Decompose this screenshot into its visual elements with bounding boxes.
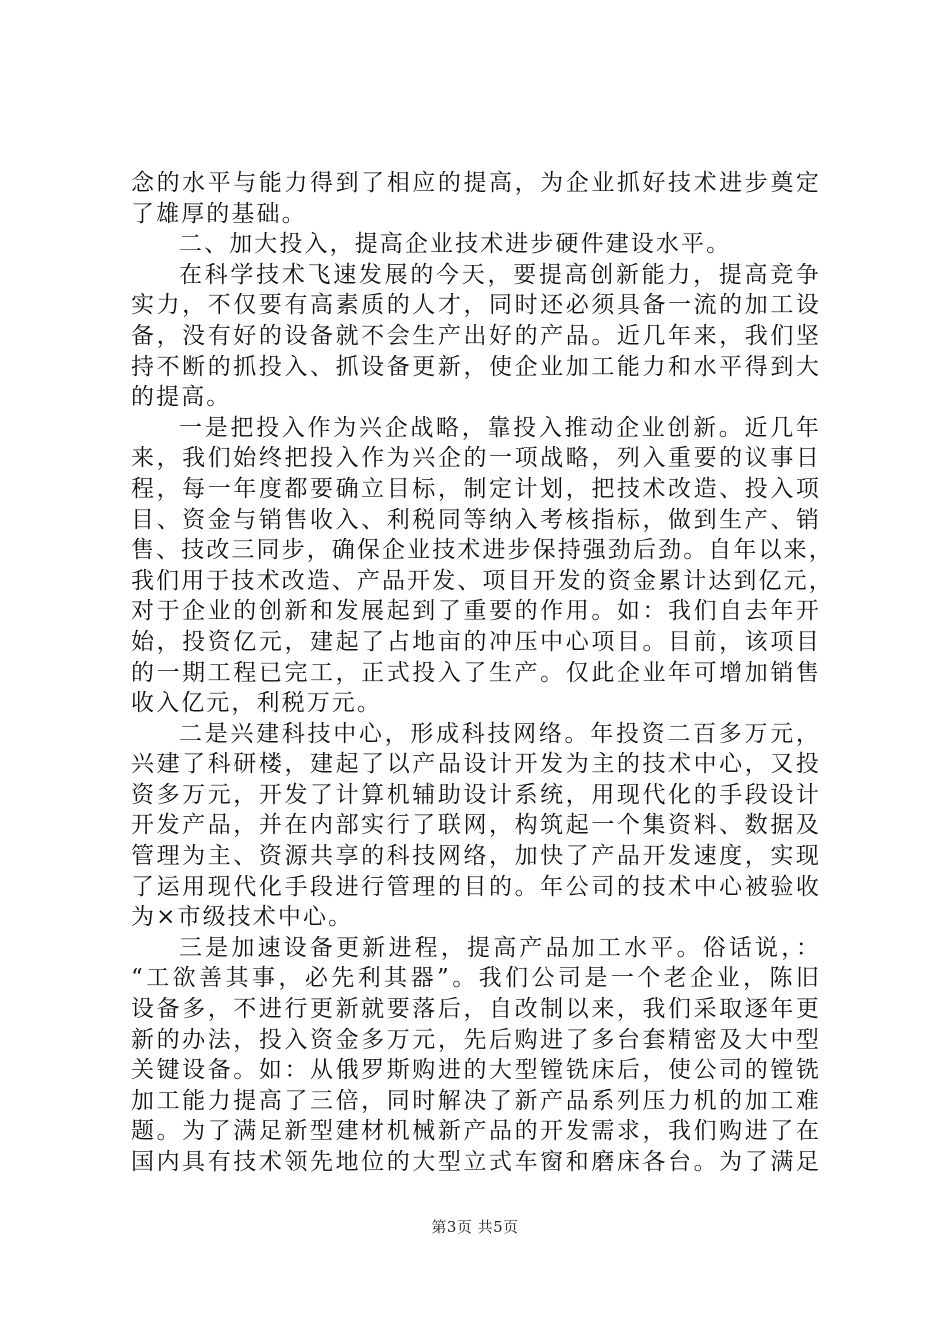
page-number-footer: 第3页 共5页 [431,1218,519,1236]
text-line: 国内具有技术领先地位的大型立式车窗和磨床各台。为了满足 [131,1149,821,1175]
text-line: 了运用现代化手段进行管理的目的。年公司的技术中心被验收 [131,873,821,900]
text-line: 备，没有好的设备就不会生产出好的产品。近几年来，我们坚 [131,322,821,349]
text-line: 收入亿元，利税万元。 [131,690,382,717]
text-line: 在科学技术飞速发展的今天，要提高创新能力，提高竞争 [179,261,821,288]
section-heading: 二、加大投入，提高企业技术进步硬件建设水平。 [179,231,732,258]
text-line: 三是加速设备更新进程，提高产品加工水平。俗话说，： [179,934,821,961]
text-line: 管理为主、资源共享的科技网络，加快了产品开发速度，实现 [131,843,821,870]
text-line: “工欲善其事，必先利其器”。我们公司是一个老企业，陈旧 [131,965,821,992]
text-line: 为×市级技术中心。 [131,904,354,931]
text-line: 我们用于技术改造、产品开发、项目开发的资金累计达到亿元， [131,567,834,594]
text-line: 始，投资亿元，建起了占地亩的冲压中心项目。目前，该项目 [131,628,821,655]
text-line: 题。为了满足新型建材机械新产品的开发需求，我们购进了在 [131,1118,821,1145]
text-line: 开发产品，并在内部实行了联网，构筑起一个集资料、数据及 [131,812,821,839]
text-line: 念的水平与能力得到了相应的提高，为企业抓好技术进步奠定 [131,170,821,196]
text-line: 关键设备。如：从俄罗斯购进的大型镗铣床后，使公司的镗铣 [131,1057,821,1084]
text-line: 实力，不仅要有高素质的人才，同时还必须具备一流的加工设 [131,292,821,319]
text-line: 的一期工程已完工，正式投入了生产。仅此企业年可增加销售 [131,659,821,686]
text-line: 持不断的抓投入、抓设备更新，使企业加工能力和水平得到大 [131,353,821,380]
text-line: 程，每一年度都要确立目标，制定计划，把技术改造、投入项 [131,475,821,502]
text-line: 目、资金与销售收入、利税同等纳入考核指标，做到生产、销 [131,506,821,533]
text-line: 了雄厚的基础。 [131,200,307,227]
text-line: 的提高。 [131,384,232,411]
text-line: 加工能力提高了三倍，同时解决了新产品系列压力机的加工难 [131,1087,821,1114]
text-line: 设备多，不进行更新就要落后，自改制以来，我们采取逐年更 [131,996,821,1023]
text-line: 一是把投入作为兴企战略，靠投入推动企业创新。近几年 [179,414,821,441]
text-line: 资多万元，开发了计算机辅助设计系统，用现代化的手段设计 [131,781,821,808]
text-line: 售、技改三同步，确保企业技术进步保持强劲后劲。自年以来， [131,537,834,564]
text-line: 兴建了科研楼，建起了以产品设计开发为主的技术中心，又投 [131,751,821,778]
text-line: 对于企业的创新和发展起到了重要的作用。如：我们自去年开 [131,598,821,625]
document-body [131,168,834,1178]
text-line: 新的办法，投入资金多万元，先后购进了多台套精密及大中型 [131,1026,821,1053]
text-line: 来，我们始终把投入作为兴企的一项战略，列入重要的议事日 [131,445,821,472]
text-line: 二是兴建科技中心，形成科技网络。年投资二百多万元， [179,720,821,747]
